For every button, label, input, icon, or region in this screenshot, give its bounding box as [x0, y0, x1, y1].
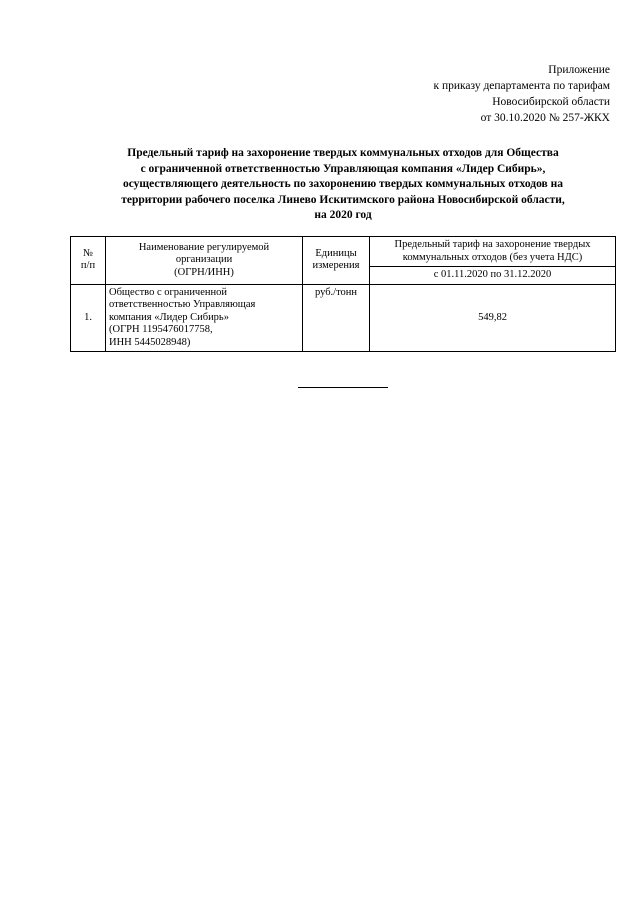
title-line: с ограниченной ответственностью Управляющая компания «Лидер Сибирь»,: [140, 162, 546, 175]
appendix-order-date: от 30.10.2020 № 257-ЖКХ: [480, 112, 610, 124]
header-period: с 01.11.2020 по 31.12.2020: [370, 267, 616, 285]
appendix-line: к приказу департамента по тарифам: [433, 80, 610, 92]
separator-line: [298, 387, 388, 388]
tariff-table: [70, 236, 616, 352]
table-header-row: [71, 237, 616, 267]
row-organization: Общество с ограниченной ответственностью Управляющая компания «Лидер Сибирь» (ОГРН 1195476017758, ИНН 5445028948): [106, 284, 303, 352]
title-line: Предельный тариф на захоронение твердых коммунальных отходов для Общества: [127, 147, 559, 159]
header-tariff: Предельный тариф на захоронение твердых коммунальных отходов (без учета НДС): [370, 237, 616, 267]
appendix-line: Новосибирской области: [492, 96, 610, 108]
row-number: 1.: [71, 284, 106, 352]
header-number: № п/п: [71, 237, 106, 285]
appendix-header: [433, 62, 610, 126]
title-line: территории рабочего поселка Линево Искитимского района Новосибирской области,: [121, 193, 565, 206]
title-line: на 2020 год: [314, 209, 372, 221]
table-row: [71, 284, 616, 352]
appendix-line: Приложение: [548, 64, 610, 76]
row-tariff-value: 549,82: [370, 284, 616, 352]
document-title: [70, 146, 616, 224]
header-organization: Наименование регулируемой организации (ОГРН/ИНН): [106, 237, 303, 285]
header-unit: Единицы измерения: [303, 237, 370, 285]
title-line: осуществляющего деятельность по захоронению твердых коммунальных отходов на: [122, 178, 564, 190]
row-unit: руб./тонн: [303, 284, 370, 352]
